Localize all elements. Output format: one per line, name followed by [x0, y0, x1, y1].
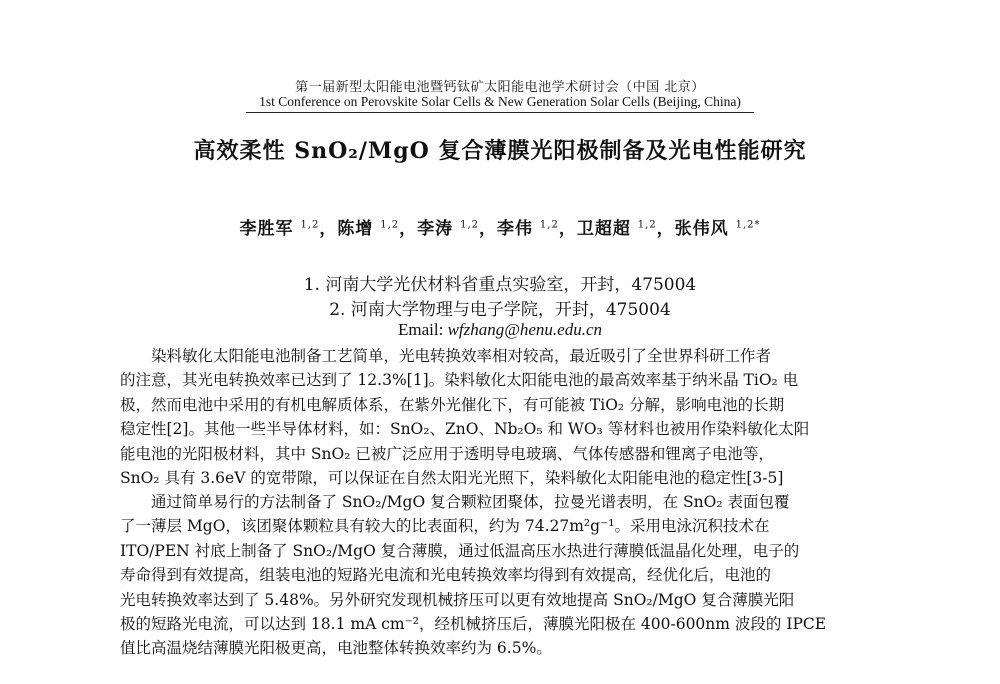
affiliation-1: 1. 河南大学光伏材料省重点实验室，开封，475004 [303, 275, 697, 295]
author-affiliation-mark: 1,2 [637, 219, 657, 231]
paragraph-line: 通过简单易行的方法制备了 SnO₂/MgO 复合颗粒团聚体，拉曼光谱表明，在 SnO₂ 表面包覆 [151, 493, 790, 511]
paragraph-line: 光电转换效率达到了 5.48%。另外研究发现机械挤压可以更有效地提高 SnO₂/MgO 复合薄膜光阳 [120, 590, 795, 609]
author-separator: ， [399, 219, 418, 239]
author-affiliation-mark: 1,2* [735, 219, 761, 231]
paper-title: 高效柔性 SnO₂/MgO 复合薄膜光阳极制备及光电性能研究 [193, 138, 807, 164]
author-name: 陈增 [337, 219, 374, 239]
abstract-paragraph-2 [120, 490, 868, 661]
author-name: 卫超超 [576, 219, 631, 239]
author-affiliation-mark: 1,2 [380, 219, 400, 231]
paragraph-line: 极的短路光电流，可以达到 18.1 mA cm⁻²，经机械挤压后，薄膜光阳极在 400-600nm 波段的 IPCE [120, 615, 827, 634]
author-affiliation-mark: 1,2 [300, 219, 320, 231]
abstract-paragraph-1 [120, 344, 868, 490]
author-name: 李伟 [497, 219, 533, 239]
paragraph-line: 的注意，其光电转换效率已达到了 12.3%[1]。染料敏化太阳能电池的最高效率基于纳米晶 TiO₂ 电 [120, 371, 799, 390]
author-name: 李涛 [417, 219, 454, 239]
paragraph-line: 了一薄层 MgO，该团聚体颗粒具有较大的比表面积，约为 74.27m²g⁻¹。采用电泳沉积技术在 [120, 517, 770, 536]
email-label: Email: [397, 320, 448, 339]
author-list [0, 214, 1000, 239]
paragraph-line: 染料敏化太阳能电池制备工艺简单，光电转换效率相对较高，最近吸引了全世界科研工作者 [151, 347, 772, 365]
conference-name-en: 1st Conference on Perovskite Solar Cells & New Generation Solar Cells (Beijing, China) [259, 94, 741, 109]
author-separator: ， [558, 219, 577, 239]
author-separator: ， [656, 219, 675, 239]
email-address: wfzhang@henu.edu.cn [447, 320, 603, 339]
paragraph-line: 极，然而电池中采用的有机电解质体系，在紫外光催化下，有可能被 TiO₂ 分解，影响电池的长期 [120, 395, 785, 414]
paragraph-line: 寿命得到有效提高，组装电池的短路光电流和光电转换效率均得到有效提高，经优化后，电池的 [120, 566, 772, 585]
paragraph-line: ITO/PEN 衬底上制备了 SnO₂/MgO 复合薄膜，通过低温高压水热进行薄膜低温晶化处理，电子的 [120, 541, 800, 560]
author-affiliation-mark: 1,2 [539, 219, 559, 231]
paragraph-line: 值比高温烧结薄膜光阳极更高，电池整体转换效率约为 6.5%。 [120, 639, 552, 658]
paragraph-line: 能电池的光阳极材料，其中 SnO₂ 已被广泛应用于透明导电玻璃、气体传感器和锂离子电池等， [120, 444, 774, 463]
author-separator: ， [479, 219, 497, 239]
contact-email [0, 320, 1000, 340]
paragraph-line: 稳定性[2]。其他一些半导体材料，如：SnO₂、ZnO、Nb₂O₅ 和 WO₃ 等材料也被用作染料敏化太阳 [120, 420, 810, 439]
paragraph-line: SnO₂ 具有 3.6eV 的宽带隙，可以保证在自然太阳光光照下，染料敏化太阳能电池的稳定性[3-5] [120, 469, 784, 488]
author-affiliation-mark: 1,2 [460, 219, 479, 231]
conference-name-cn: 第一届新型太阳能电池暨钙钛矿太阳能电池学术研讨会（中国 北京） [295, 80, 705, 95]
author-name: 李胜军 [239, 219, 294, 239]
header-rule [246, 112, 754, 113]
author-name: 张伟风 [674, 219, 729, 239]
affiliation-2: 2. 河南大学物理与电子学院，开封，475004 [329, 300, 671, 320]
author-separator: ， [319, 219, 338, 239]
